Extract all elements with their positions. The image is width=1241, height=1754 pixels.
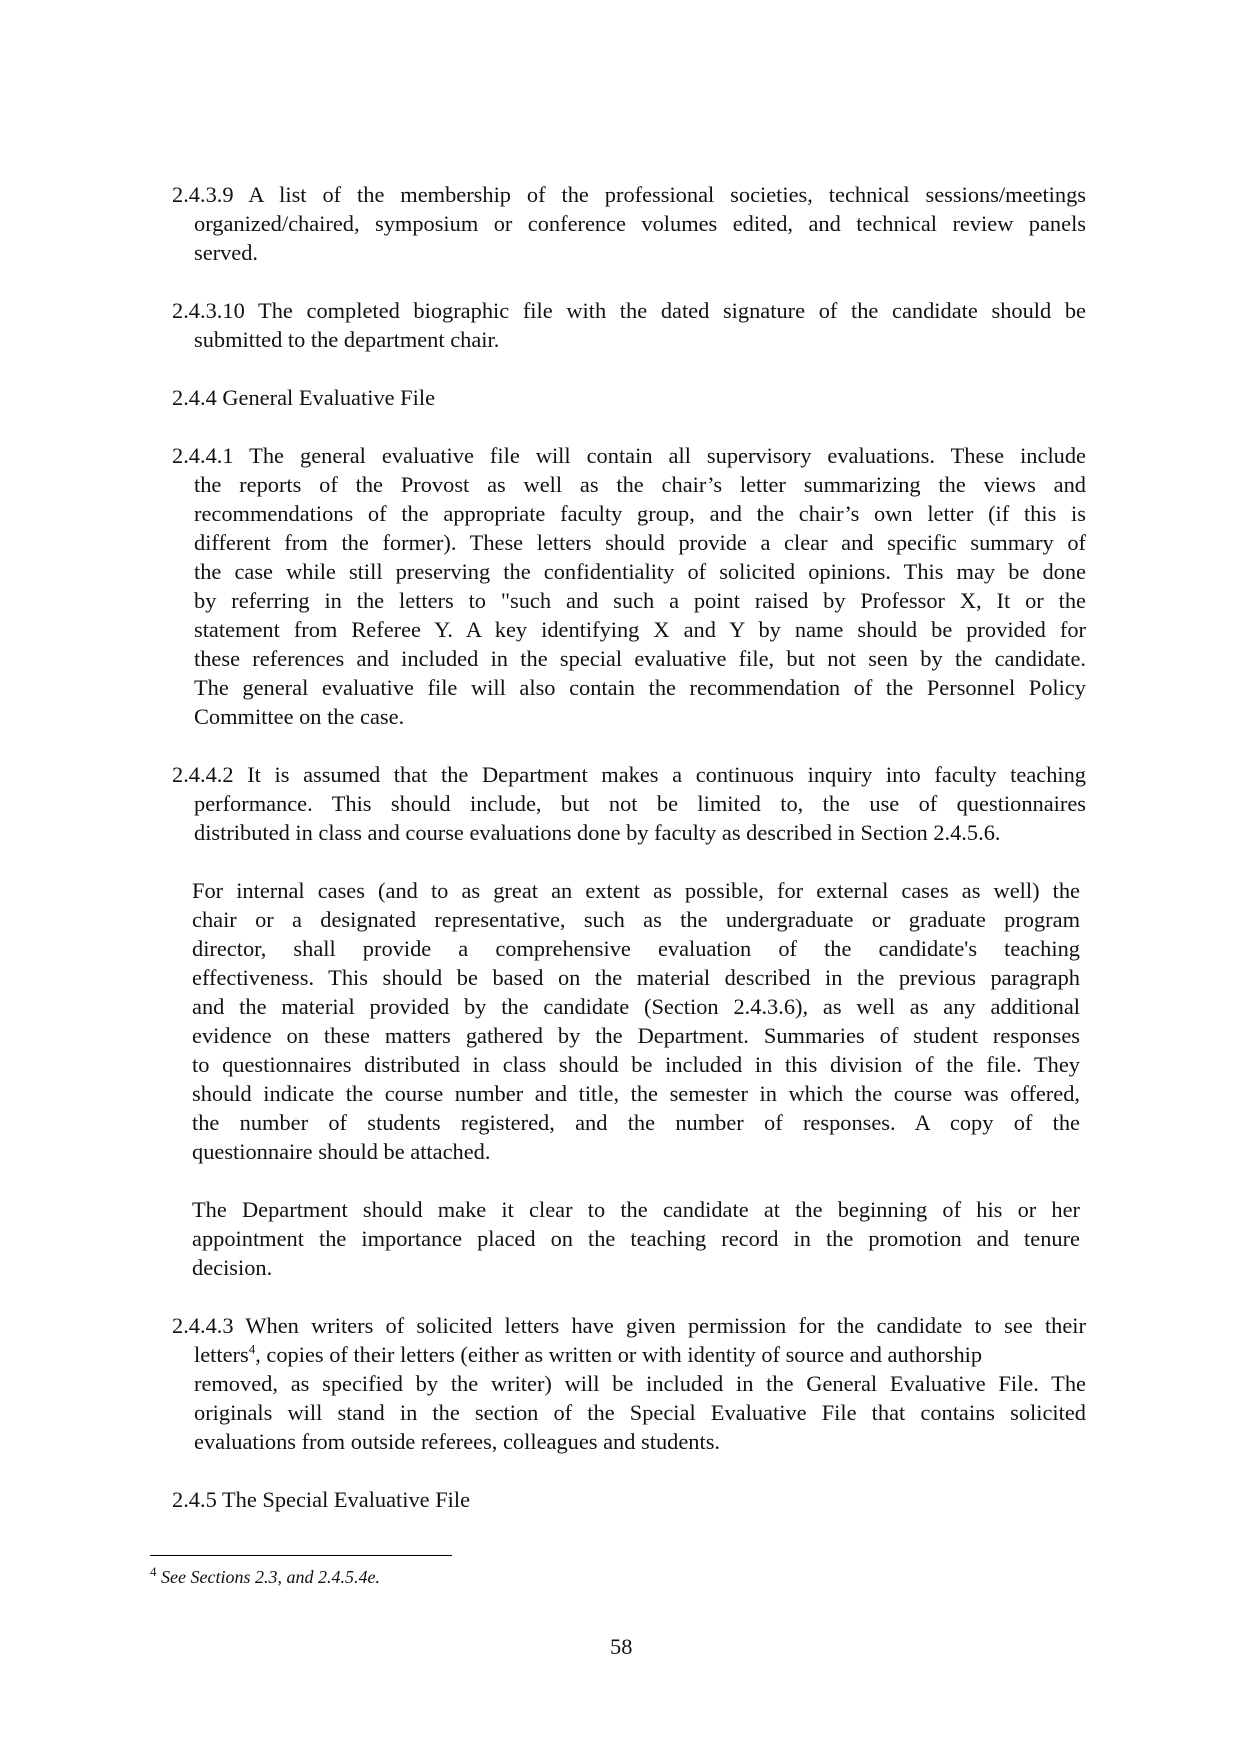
paragraph-2-4-4-3-line-1: 2.4.4.3 When writers of solicited letters have given permission for the candidate to see their xyxy=(172,1313,1086,1338)
paragraph-2-4-4-2-line-3: distributed in class and course evaluations done by faculty as described in Section 2.4.5.6. xyxy=(194,820,1001,845)
paragraph-2-4-3-9-line-1: 2.4.3.9 A list of the membership of the professional societies, technical sessions/meetings xyxy=(172,182,1086,207)
page-number: 58 xyxy=(610,1634,633,1659)
paragraph-internal-cases-line-5: and the material provided by the candidate (Section 2.4.3.6), as well as any additional xyxy=(192,994,1080,1019)
paragraph-2-4-4-1-line-1: 2.4.4.1 The general evaluative file will contain all supervisory evaluations. These include xyxy=(172,443,1086,468)
paragraph-2-4-4-3-line-5: evaluations from outside referees, colleagues and students. xyxy=(194,1429,721,1454)
paragraph-2-4-4-3-line-3: removed, as specified by the writer) will be included in the General Evaluative File. The xyxy=(194,1371,1086,1396)
footnote-reference[interactable]: 4 xyxy=(248,1341,256,1357)
footnote-text: See Sections 2.3, and 2.4.5.4e. xyxy=(161,1567,380,1587)
section-heading-2-4-4: 2.4.4 General Evaluative File xyxy=(172,385,436,410)
paragraph-internal-cases-line-1: For internal cases (and to as great an extent as possible, for external cases as well) the xyxy=(192,878,1080,903)
paragraph-department-line-3: decision. xyxy=(192,1255,273,1280)
paragraph-internal-cases-line-10: questionnaire should be attached. xyxy=(192,1139,491,1164)
paragraph-internal-cases-line-3: director, shall provide a comprehensive evaluation of the candidate's teaching xyxy=(192,936,1080,961)
paragraph-2-4-4-1-line-7: statement from Referee Y. A key identifying X and Y by name should be provided for xyxy=(194,617,1086,642)
section-heading-2-4-5: 2.4.5 The Special Evaluative File xyxy=(172,1487,471,1512)
paragraph-2-4-3-10-line-1: 2.4.3.10 The completed biographic file with the dated signature of the candidate should be xyxy=(172,298,1086,323)
paragraph-2-4-4-2-line-1: 2.4.4.2 It is assumed that the Department makes a continuous inquiry into faculty teaching xyxy=(172,762,1086,787)
paragraph-2-4-4-1-line-8: these references and included in the special evaluative file, but not seen by the candidate. xyxy=(194,646,1086,671)
letters-word: letters xyxy=(194,1342,249,1367)
paragraph-2-4-4-1-line-4: different from the former). These letters should provide a clear and specific summary of xyxy=(194,530,1086,555)
paragraph-2-4-3-9-line-3: served. xyxy=(194,240,259,265)
paragraph-2-4-4-1-line-6: by referring in the letters to "such and such a point raised by Professor X, It or the xyxy=(194,588,1086,613)
paragraph-2-4-4-1-line-9: The general evaluative file will also contain the recommendation of the Personnel Policy xyxy=(194,675,1086,700)
paragraph-department-line-1: The Department should make it clear to the candidate at the beginning of his or her xyxy=(192,1197,1080,1222)
paragraph-2-4-4-3-line-4: originals will stand in the section of the Special Evaluative File that contains solicited xyxy=(194,1400,1086,1425)
paragraph-2-4-4-1-line-2: the reports of the Provost as well as the chair’s letter summarizing the views and xyxy=(194,472,1086,497)
footnote-marker: 4 xyxy=(150,1564,157,1579)
paragraph-2-4-4-3-line-2 xyxy=(194,1340,1086,1369)
paragraph-2-4-3-9-line-2: organized/chaired, symposium or conference volumes edited, and technical review panels xyxy=(194,211,1086,236)
footnote-separator xyxy=(150,1555,452,1556)
paragraph-department-line-2: appointment the importance placed on the teaching record in the promotion and tenure xyxy=(192,1226,1080,1251)
paragraph-2-4-4-1-line-3: recommendations of the appropriate faculty group, and the chair’s own letter (if this is xyxy=(194,501,1086,526)
paragraph-2-4-4-1-line-5: the case while still preserving the confidentiality of solicited opinions. This may be done xyxy=(194,559,1086,584)
paragraph-2-4-4-2-line-2: performance. This should include, but not be limited to, the use of questionnaires xyxy=(194,791,1086,816)
footnote xyxy=(150,1564,380,1588)
paragraph-internal-cases-line-4: effectiveness. This should be based on the material described in the previous paragraph xyxy=(192,965,1080,990)
paragraph-internal-cases-line-7: to questionnaires distributed in class should be included in this division of the file. They xyxy=(192,1052,1080,1077)
letters-continuation: , copies of their letters (either as written or with identity of source and authorship xyxy=(255,1342,983,1367)
paragraph-internal-cases-line-6: evidence on these matters gathered by the Department. Summaries of student responses xyxy=(192,1023,1080,1048)
paragraph-2-4-3-10-line-2: submitted to the department chair. xyxy=(194,327,500,352)
paragraph-internal-cases-line-8: should indicate the course number and title, the semester in which the course was offered, xyxy=(192,1081,1080,1106)
paragraph-internal-cases-line-2: chair or a designated representative, such as the undergraduate or graduate program xyxy=(192,907,1080,932)
paragraph-2-4-4-1-line-10: Committee on the case. xyxy=(194,704,405,729)
paragraph-internal-cases-line-9: the number of students registered, and the number of responses. A copy of the xyxy=(192,1110,1080,1135)
